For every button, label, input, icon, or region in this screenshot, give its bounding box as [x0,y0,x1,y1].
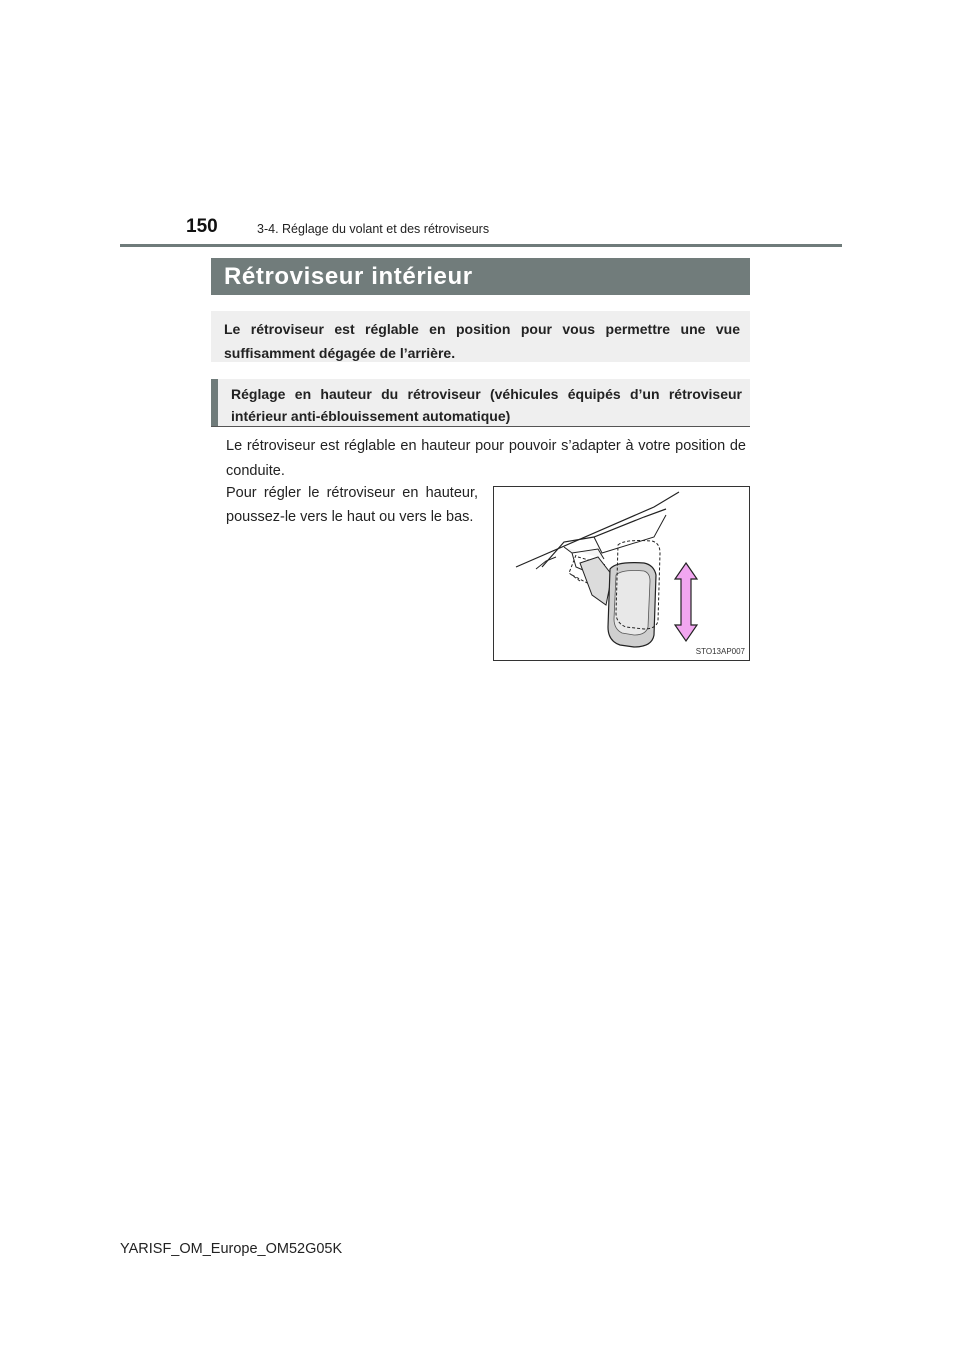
mirror-drawing [494,487,749,660]
footer-document-id: YARISF_OM_Europe_OM52G05K [120,1241,343,1257]
section-title: Rétroviseur intérieur [224,262,473,290]
intro-box [211,311,750,362]
subsection-heading-text: Réglage en hauteur du rétroviseur (véhicules équipés d’un rétroviseur intérieur anti-éblouissement automatique) [231,386,742,424]
illustration-code: STO13AP007 [695,647,745,656]
subsection-heading [211,379,750,426]
paragraph-instructions: Pour régler le rétroviseur en hauteur, poussez-le vers le haut ou vers le bas. [226,485,478,525]
section-banner [211,258,750,295]
header-rule [120,244,842,247]
subsection-rule [211,426,750,427]
up-down-arrow-icon [675,563,697,641]
mirror-illustration [493,486,750,661]
paragraph-height-adjust: Le rétroviseur est réglable en hauteur pour pouvoir s’adapter à votre position de conduite. [226,438,746,479]
page-number: 150 [186,216,218,237]
intro-text: Le rétroviseur est réglable en position pour vous permettre une vue suffisamment dégagée de l’arrière. [224,321,740,361]
chapter-title: 3-4. Réglage du volant et des rétroviseurs [257,222,490,236]
